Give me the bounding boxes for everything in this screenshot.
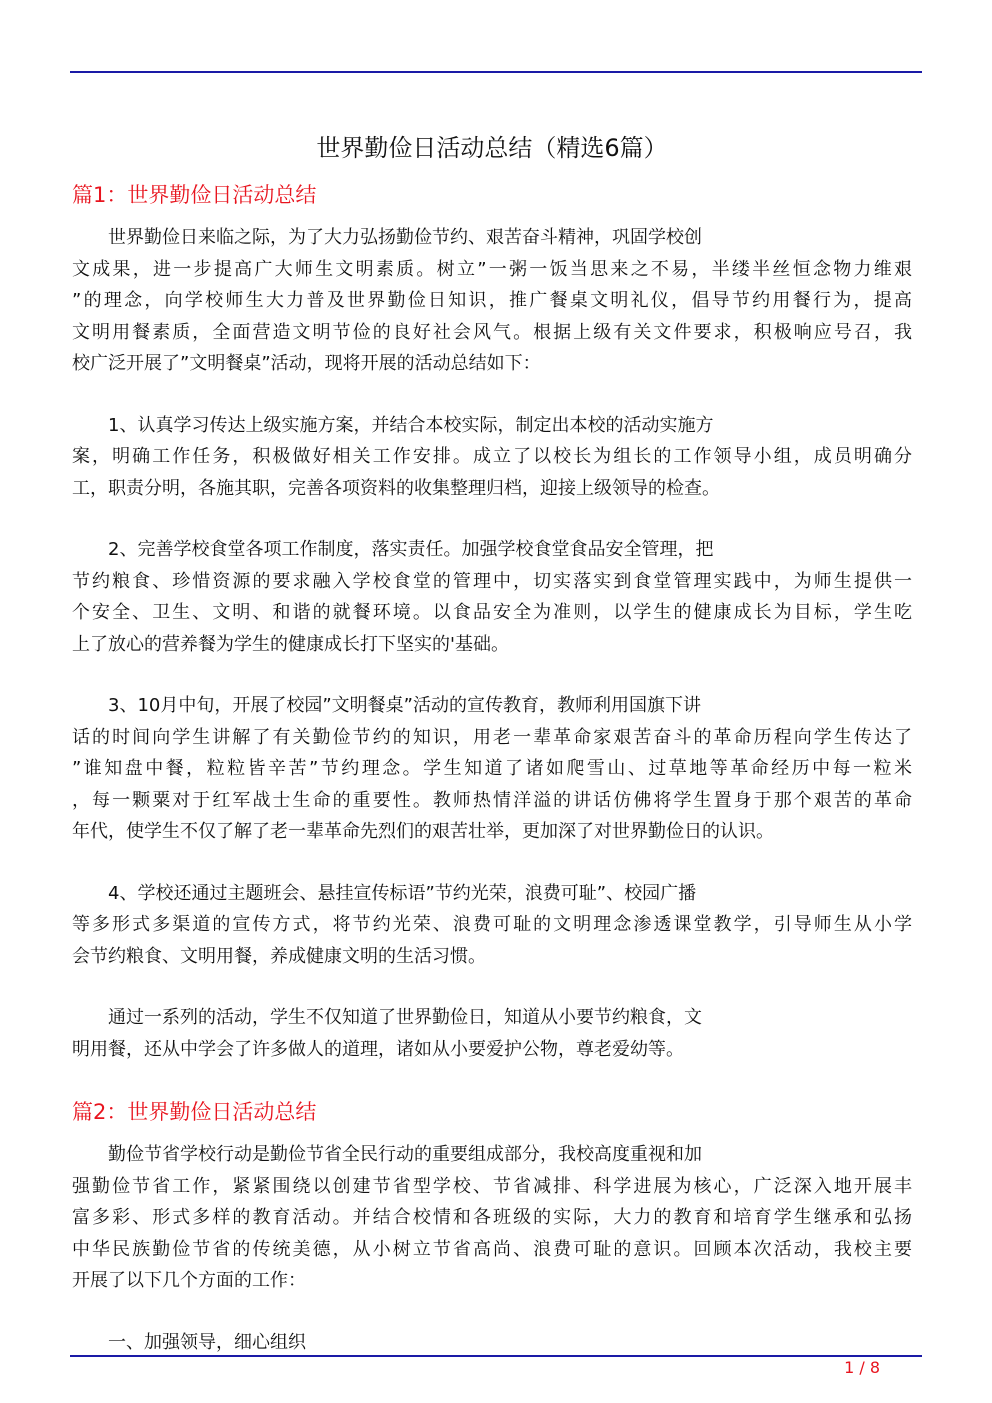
header-rule — [70, 71, 922, 73]
text-line: ”谁知盘中餐，粒粒皆辛苦”节约理念。学生知道了诸如爬雪山、过草地等革命经历中每一粒米 — [72, 758, 912, 779]
text-line: 个安全、卫生、文明、和谐的就餐环境。以食品安全为准则，以学生的健康成长为目标，学生吃 — [72, 602, 912, 623]
sections — [72, 178, 912, 1358]
text-line: 1、认真学习传达上级实施方案，并结合本校实际，制定出本校的活动实施方 — [108, 414, 714, 436]
text-line: 工，职责分明，各施其职，完善各项资料的收集整理归档，迎接上级领导的检查。 — [72, 477, 720, 499]
text-line: 校广泛开展了”文明餐桌”活动，现将开展的活动总结如下： — [72, 353, 541, 374]
text-line: 2、完善学校食堂各项工作制度，落实责任。加强学校食堂食品安全管理，把 — [108, 539, 714, 560]
page-number: 1 / 8 — [844, 1358, 880, 1377]
text-line: 话的时间向学生讲解了有关勤俭节约的知识，用老一辈革命家艰苦奋斗的革命历程向学生传达了 — [72, 726, 912, 748]
text-line: 明用餐，还从中学会了许多做人的道理，诸如从小要爱护公物，尊老爱幼等。 — [72, 1038, 684, 1060]
paragraph — [72, 534, 912, 660]
document-body — [72, 128, 912, 1388]
text-line: 通过一系列的活动，学生不仅知道了世界勤俭日，知道从小要节约粮食，文 — [108, 1007, 702, 1028]
text-line: 4、学校还通过主题班会、悬挂宣传标语”节约光荣，浪费可耻”、校园广播 — [108, 882, 697, 904]
text-line: 年代，使学生不仅了解了老一辈革命先烈们的艰苦壮举，更加深了对世界勤俭日的认识。 — [72, 821, 774, 842]
text-line: 中华民族勤俭节省的传统美德，从小树立节省高尚、浪费可耻的意识。回顾本次活动，我校主要 — [72, 1238, 912, 1260]
paragraph — [72, 690, 912, 848]
text-line: ”的理念，向学校师生大力普及世界勤俭日知识，推广餐桌文明礼仪，倡导节约用餐行为，提高 — [72, 290, 912, 311]
section-heading: 篇1：世界勤俭日活动总结 — [72, 183, 317, 207]
footer-rule — [70, 1355, 922, 1357]
text-line: 开展了以下几个方面的工作： — [72, 1270, 306, 1291]
paragraph — [72, 222, 912, 380]
text-line: 上了放心的营养餐为学生的健康成长打下坚实的'基础。 — [72, 633, 509, 655]
paragraph — [72, 1327, 912, 1359]
document-title: 世界勤俭日活动总结（精选6篇） — [316, 134, 668, 162]
text-line: 富多彩、形式多样的教育活动。并结合校情和各班级的实际，大力的教育和培育学生继承和弘扬 — [72, 1207, 912, 1228]
text-line: 世界勤俭日来临之际，为了大力弘扬勤俭节约、艰苦奋斗精神，巩固学校创 — [108, 227, 702, 248]
text-line: 强勤俭节省工作，紧紧围绕以创建节省型学校、节省减排、科学进展为核心，广泛深入地开展丰 — [72, 1175, 912, 1197]
text-line: 节约粮食、珍惜资源的要求融入学校食堂的管理中，切实落实到食堂管理实践中，为师生提供一 — [72, 570, 912, 592]
text-line: 案，明确工作任务，积极做好相关工作安排。成立了以校长为组长的工作领导小组，成员明确分 — [72, 446, 912, 467]
text-line: 文成果，进一步提高广大师生文明素质。树立”一粥一饭当思来之不易，半缕半丝恒念物力维艰 — [72, 258, 912, 280]
text-line: 等多形式多渠道的宣传方式，将节约光荣、浪费可耻的文明理念渗透课堂教学，引导师生从小学 — [72, 914, 912, 935]
text-line: ，每一颗粟对于红军战士生命的重要性。教师热情洋溢的讲话仿佛将学生置身于那个艰苦的革命 — [72, 789, 912, 811]
text-line: 会节约粮食、文明用餐，养成健康文明的生活习惯。 — [72, 945, 486, 967]
text-line: 3、10月中旬，开展了校园”文明餐桌”活动的宣传教育，教师利用国旗下讲 — [108, 695, 702, 716]
text-line: 文明用餐素质，全面营造文明节俭的良好社会风气。根据上级有关文件要求，积极响应号召，我 — [72, 321, 912, 343]
section-heading: 篇2：世界勤俭日活动总结 — [72, 1100, 317, 1124]
paragraph — [72, 1002, 912, 1065]
text-line: 勤俭节省学校行动是勤俭节省全民行动的重要组成部分，我校高度重视和加 — [108, 1144, 702, 1165]
paragraph — [72, 878, 912, 973]
paragraph — [72, 410, 912, 505]
paragraph — [72, 1139, 912, 1297]
text-line: 一、加强领导，细心组织 — [108, 1331, 306, 1353]
